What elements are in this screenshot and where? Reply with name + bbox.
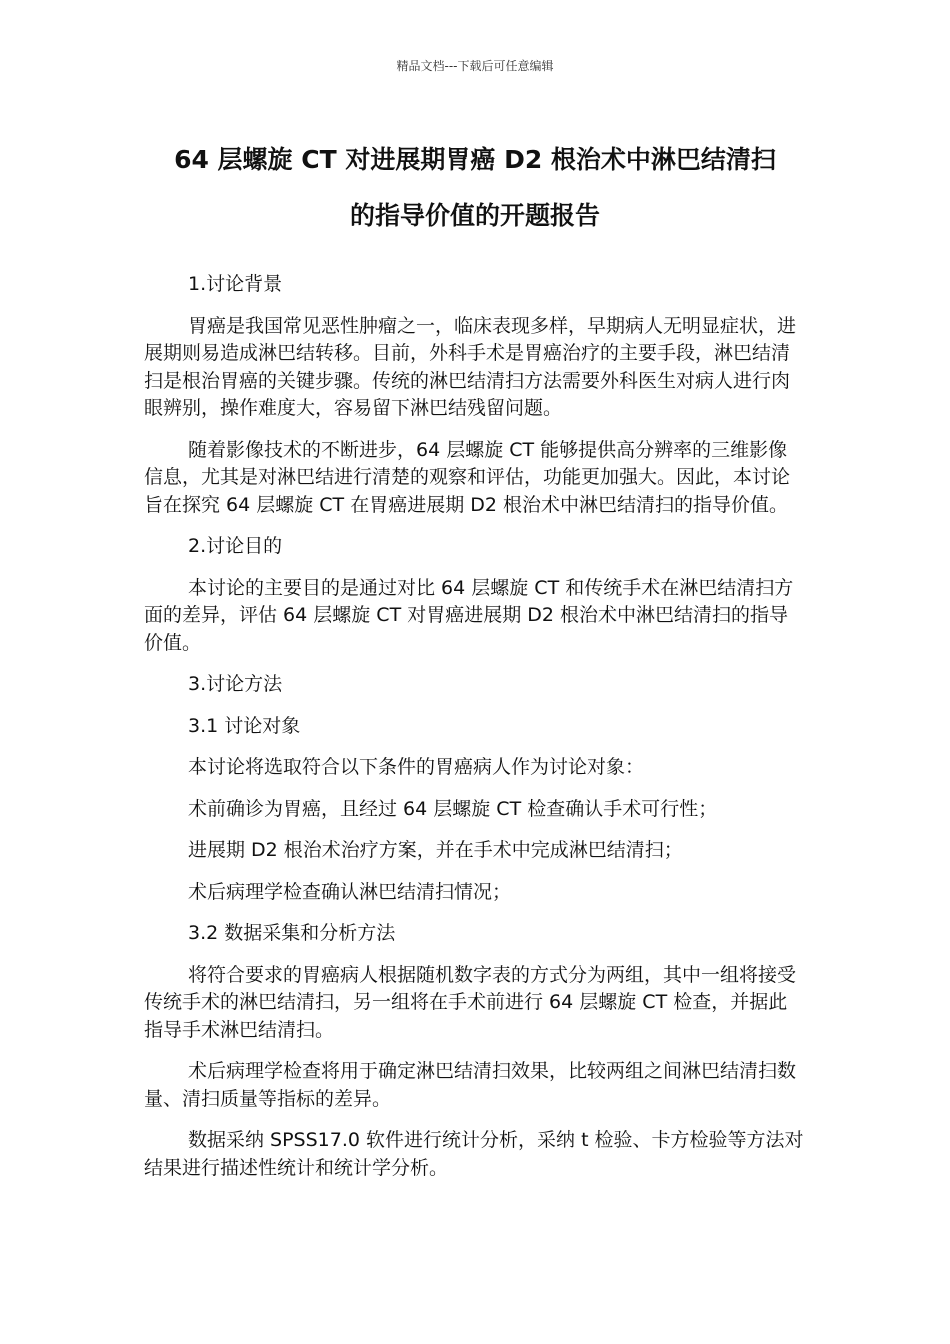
section-heading-methods: 3.讨论方法 [188,673,283,695]
document-title-line-2: 的指导价值的开题报告 [349,201,600,230]
paragraph-background-2: 随着影像技术的不断进步，64 层螺旋 CT 能够提供高分辨率的三维影像信息，尤其是对淋巴结进行清楚的观察和评估，功能更加强大。因此，本讨论旨在探究 64 层螺旋 CT 在胃癌进展期 D2 根治术中淋巴结清扫的指导价值。 [144,438,791,516]
subsection-heading-subjects: 3.1 讨论对象 [188,714,301,737]
page-header-note: 精品文档---下载后可任意编辑 [396,59,554,73]
paragraph-subjects-intro: 本讨论将选取符合以下条件的胃癌病人作为讨论对象： [188,756,645,778]
subsection-heading-data-analysis: 3.2 数据采集和分析方法 [188,922,396,944]
paragraph-data-analysis-2: 术后病理学检查将用于确定淋巴结清扫效果，比较两组之间淋巴结清扫数量、清扫质量等指标的差异。 [144,1060,797,1110]
paragraph-data-analysis-3: 数据采纳 SPSS17.0 软件进行统计分析，采纳 t 检验、卡方检验等方法对结果进行描述性统计和统计学分析。 [144,1129,804,1179]
document-body [144,271,804,1196]
criteria-item-2: 进展期 D2 根治术治疗方案，并在手术中完成淋巴结清扫； [188,839,683,861]
section-heading-purpose: 2.讨论目的 [188,535,283,557]
paragraph-background-1: 胃癌是我国常见恶性肿瘤之一，临床表现多样，早期病人无明显症状，进展期则易造成淋巴结转移。目前，外科手术是胃癌治疗的主要手段，淋巴结清扫是根治胃癌的关键步骤。传统的淋巴结清扫方法需要外科医生对病人进行肉眼辨别，操作难度大，容易留下淋巴结残留问题。 [144,314,797,419]
paragraph-purpose: 本讨论的主要目的是通过对比 64 层螺旋 CT 和传统手术在淋巴结清扫方面的差异，评估 64 层螺旋 CT 对胃癌进展期 D2 根治术中淋巴结清扫的指导价值。 [144,576,794,654]
criteria-item-1: 术前确诊为胃癌，且经过 64 层螺旋 CT 检查确认手术可行性； [188,797,718,820]
paragraph-data-analysis-1: 将符合要求的胃癌病人根据随机数字表的方式分为两组，其中一组将接受传统手术的淋巴结清扫，另一组将在手术前进行 64 层螺旋 CT 检查，并据此指导手术淋巴结清扫。 [144,963,797,1041]
criteria-item-3: 术后病理学检查确认淋巴结清扫情况； [188,880,512,903]
document-title-line-1: 64 层螺旋 CT 对进展期胃癌 D2 根治术中淋巴结清扫 [174,145,776,174]
section-heading-background: 1.讨论背景 [188,273,283,295]
